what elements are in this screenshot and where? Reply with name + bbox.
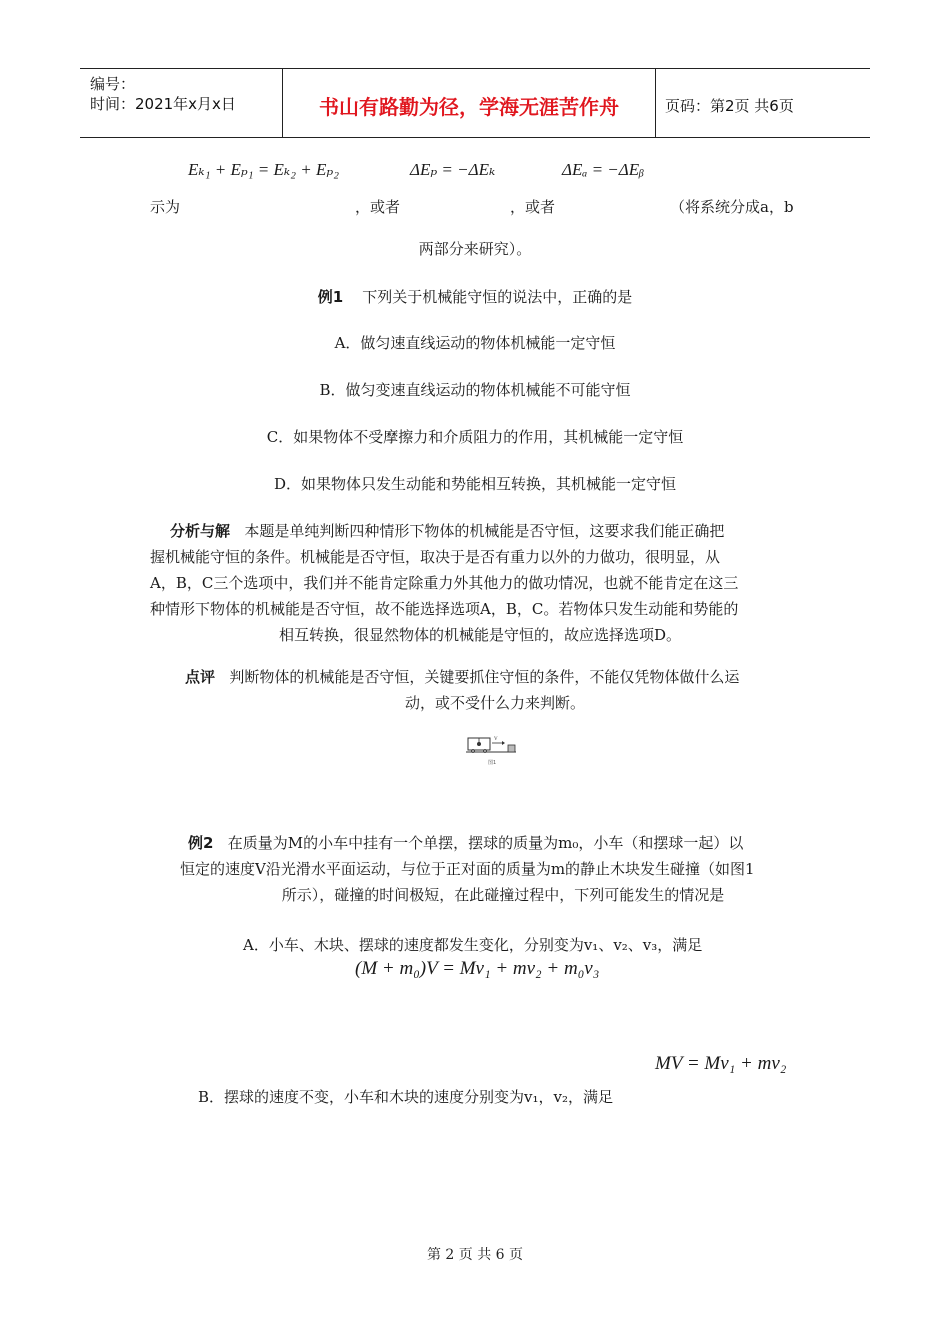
motto-cell [282,69,656,137]
page-footer: 第 2 页 共 6 页 [426,1247,524,1263]
formula-delta-ea: ΔEₐ = −ΔEᵦ [562,160,644,179]
date-label: 时间：2021年x月x日 [90,95,236,113]
example1-option-d: D．如果物体只发生动能和势能相互转换，其机械能一定守恒 [273,475,677,493]
note-text-1: （将系统分成a，b [670,198,794,216]
analysis-line-3: A，B，C三个选项中，我们并不能肯定除重力外其他力的做功情况，也就不能肯定在这三 [150,574,739,592]
analysis-label: 分析与解 [170,522,231,540]
example1-option-a: A．做匀速直线运动的物体机械能一定守恒 [334,334,616,352]
shown-as-text: 示为 [150,198,181,216]
or-text-1: ，或者 [355,198,401,216]
example2-option-a: A．小车、木块、摆球的速度都发生变化，分别变为v₁、v₂、v₃，满足 [243,936,703,954]
or-text-2: ，或者 [510,198,556,216]
example2-line-1: 在质量为M的小车中挂有一个单摆，摆球的质量为m₀，小车（和摆球一起）以 [227,834,744,852]
velocity-label: V [494,737,498,742]
analysis-line-1: 本题是单纯判断四种情形下物体的机械能是否守恒，这要求我们能正确把 [244,522,725,540]
motto: 书山有路勤为径，学海无涯苦作舟 [319,95,619,119]
formula-delta-ep: ΔEₚ = −ΔEₖ [410,160,496,179]
example2-formula-b: MV = Mv₁ + mv₂ [655,1053,787,1074]
analysis-paragraph [150,518,810,648]
example2-line-3: 所示），碰撞的时间极短，在此碰撞过程中，下列可能发生的情况是 [281,886,725,904]
example2-line-2: 恒定的速度V沿光滑水平面运动，与位于正对面的质量为m的静止木块发生碰撞（如图1 [180,860,755,878]
example1-label: 例1 [317,288,344,306]
comment-line-1: 判断物体的机械能是否守恒，关键要抓住守恒的条件，不能仅凭物体做什么运 [229,668,740,686]
figure-1 [466,733,518,767]
page-header [80,68,870,138]
example1-option-c: C．如果物体不受摩擦力和介质阻力的作用，其机械能一定守恒 [266,428,684,446]
example2-paragraph [180,830,818,908]
note-text-2: 两部分来研究）。 [418,240,532,258]
example2-formula-a: (M + m₀)V = Mv₁ + mv₂ + m₀v₃ [355,958,600,979]
page-number-label: 页码：第2页 共6页 [665,97,794,115]
analysis-line-2: 握机械能守恒的条件。机械能是否守恒，取决于是否有重力以外的力做功，很明显，从 [150,548,721,566]
analysis-line-4: 种情形下物体的机械能是否守恒，故不能选择选项A，B，C。若物体只发生动能和势能的 [150,600,739,618]
figure-caption: 图1 [488,760,497,766]
comment-label: 点评 [185,668,216,686]
analysis-line-5: 相互转换，很显然物体的机械能是守恒的，故应选择选项D。 [278,626,682,644]
comment-paragraph [185,664,805,716]
cart-block-diagram [466,733,518,767]
example2-label: 例2 [188,834,214,852]
number-label: 编号： [90,75,136,93]
example1-question-line [80,286,870,307]
example1-question: 下列关于机械能守恒的说法中，正确的是 [362,288,633,306]
formula-energy-sum: Eₖ₁ + Eₚ₁ = Eₖ₂ + Eₚ₂ [188,160,340,179]
comment-line-2: 动，或不受什么力来判断。 [404,694,585,712]
example2-option-b: B．摆球的速度不变，小车和木块的速度分别变为v₁，v₂，满足 [198,1088,614,1106]
example1-option-b: B．做匀变速直线运动的物体机械能不可能守恒 [319,381,631,399]
